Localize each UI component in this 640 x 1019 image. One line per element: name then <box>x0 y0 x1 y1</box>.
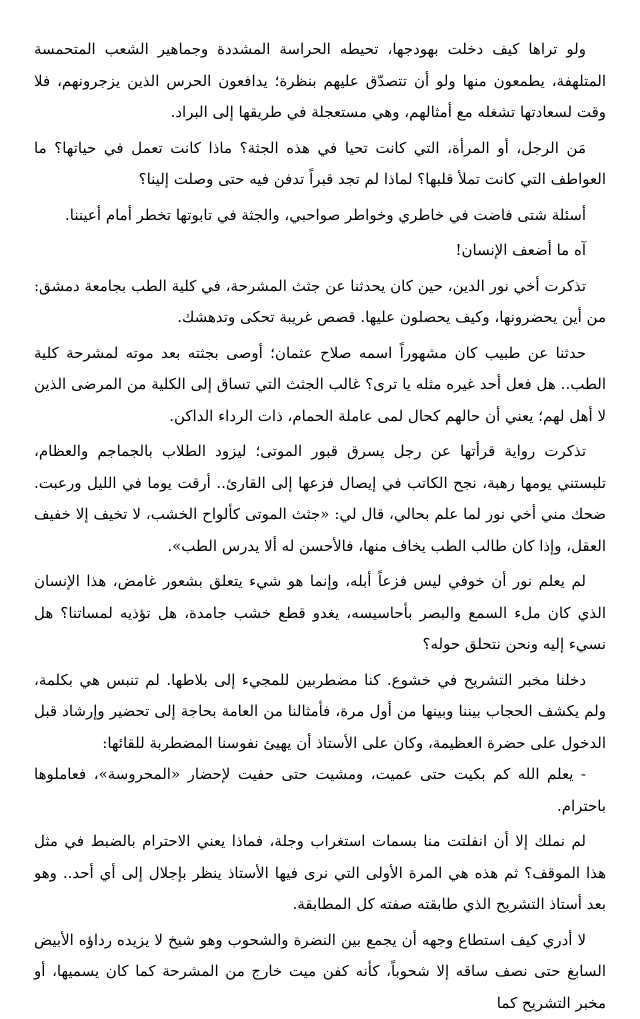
paragraph-1: ولو تراها كيف دخلت بهودجها، تحيطه الحراسة المشددة وجماهير الشعب المتحمسة المتلهفة، يطمعون منها ولو أن تتصدّق عليهم بنظرة؛ يدافعون الحرس الذين يزجرونهم، فلا وقت لسعادتها تشغله مع أمثالهم، وهي مستعجلة في طريقها إلى البراد. <box>34 34 606 129</box>
paragraph-8: لم يعلم نور أن خوفي ليس فزعاً أبله، وإنما هو شيء يتعلق بشعور غامض، هذا الإنسان الذي كان ملء السمع والبصر بأحاسيسه، يغدو قطع خشب جامدة، هل تؤذيه لمساتنا؟ هل نسيء إليه ونحن نتحلق حوله؟ <box>34 566 606 661</box>
paragraph-12: لا أدري كيف استطاع وجهه أن يجمع بين النضرة والشحوب وهو شيخ لا يزيده رداؤه الأبيض السابغ حتى نصف ساقه إلا شحوباً، كأنه كفن ميت خارج من المشرحة كما كان يسميها، أو مخبر التشريح كما <box>34 925 606 1019</box>
paragraph-9: دخلنا مخبر التشريح في خشوع. كنا مضطربين للمجيء إلى بلاطها. لم تنبس هي بكلمة، ولم يكشف الحجاب بيننا وبينها من أول مرة، فأمثالنا من العامة بحاجة إلى تحضير وإرشاد قبل الدخول على حضرة العظيمة، وكان على الأستاذ أن يهيئ نفوسنا المضطربة للقائها: <box>34 665 606 760</box>
paragraph-5: تذكرت أخي نور الدين، حين كان يحدثنا عن جثث المشرحة، في كلية الطب بجامعة دمشق: من أين يحضرونها، وكيف يحصلون عليها. قصص غريبة تحكى وتدهشك. <box>34 271 606 334</box>
paragraph-3: أسئلة شتى فاضت في خاطري وخواطر صواحبي، والجثة في تابوتها تخطر أمام أعيننا. <box>34 200 606 232</box>
paragraph-11: لم نملك إلا أن انفلتت منا بسمات استغراب وجلة، فماذا يعني الاحترام بالضبط في مثل هذا الموقف؟ ثم هذه هي المرة الأولى التي نرى فيها الأستاذ ينظر بإجلال إلى أي أحد.. وهو بعد أستاذ التشريح الذي طابقته صفته كل المطابقة. <box>34 826 606 921</box>
paragraph-2: مَن الرجل، أو المرأة، التي كانت تحيا في هذه الجثة؟ ماذا كانت تعمل في حياتها؟ ما العواطف التي كانت تملأ قلبها؟ لماذا لم تجد قبراً تدفن فيه حتى وصلت إلينا؟ <box>34 133 606 196</box>
paragraph-10: - يعلم الله كم بكيت حتى عميت، ومشيت حتى حفيت لإحضار «المحروسة»، فعاملوها باحترام. <box>34 759 606 822</box>
paragraph-6: حدثنا عن طبيب كان مشهوراً اسمه صلاح عثمان؛ أوصى بجثته بعد موته لمشرحة كلية الطب.. هل فعل أحد غيره مثله يا ترى؟ غالب الجثث التي تساق إلى الكلية من المرضى الذين لا أهل لهم؛ يعني أن حالهم كحال لمى عاملة الحمام، ذات الرداء الداكن. <box>34 338 606 433</box>
paragraph-7: تذكرت رواية قرأتها عن رجل يسرق قبور الموتى؛ ليزود الطلاب بالجماجم والعظام، تلبستني يومها رهبة، نجح الكاتب في إيصال فزعها إلى القارئ.. أرقت يوما في الليل ورعبت. ضحك مني أخي نور لما علم بحالي، قال لي: «جثث الموتى كألواح الخشب، لا تخيف إلا خفيف العقل، وإذا كان طالب الطب يخاف منها، فالأحسن له ألا يدرس الطب». <box>34 436 606 562</box>
paragraph-4: آه ما أضعف الإنسان! <box>34 235 606 267</box>
document-body <box>34 34 606 1019</box>
